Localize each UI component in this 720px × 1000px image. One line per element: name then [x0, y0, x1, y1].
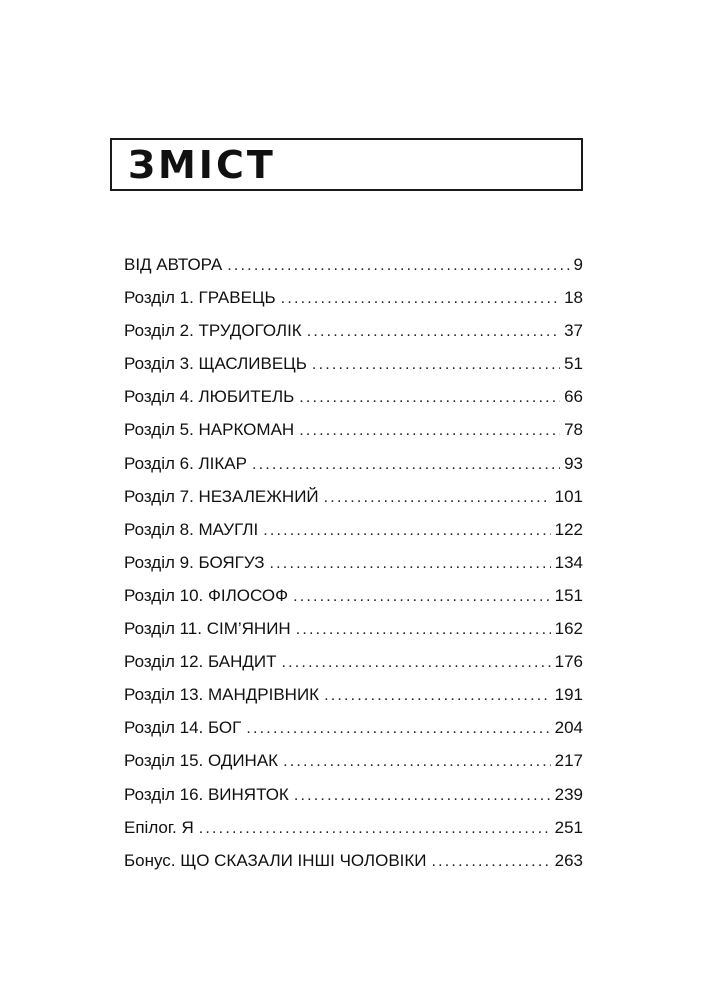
toc-entry[interactable]	[124, 281, 583, 314]
toc-entry-label: Розділ 14. БОГ	[124, 718, 242, 738]
toc-dot-leader	[282, 646, 551, 679]
toc-dot-leader	[283, 745, 551, 778]
toc-entry-label: Розділ 9. БОЯГУЗ	[124, 552, 265, 572]
toc-dot-leader	[281, 282, 560, 315]
toc-entry[interactable]	[124, 678, 583, 711]
toc-entry-label: Розділ 12. БАНДИТ	[124, 652, 277, 672]
toc-entry[interactable]	[124, 480, 583, 513]
toc-entry[interactable]	[124, 612, 583, 645]
toc-entry-page: 51	[564, 354, 583, 374]
toc-entry[interactable]	[124, 248, 583, 281]
toc-entry-label: Бонус. ЩО СКАЗАЛИ ІНШІ ЧОЛОВІКИ	[124, 850, 427, 870]
toc-entry-label: Розділ 8. МАУГЛІ	[124, 519, 259, 539]
toc-entry[interactable]	[124, 778, 583, 811]
toc-entry-label: Розділ 16. ВИНЯТОК	[124, 784, 289, 804]
toc-entry-label: Розділ 2. ТРУДОГОЛІК	[124, 321, 302, 341]
toc-dot-leader	[324, 679, 551, 712]
toc-dot-leader	[199, 812, 551, 845]
toc-entry-page: 18	[564, 288, 583, 308]
toc-entry-label: Розділ 6. ЛІКАР	[124, 453, 247, 473]
toc-entry-label: Розділ 13. МАНДРІВНИК	[124, 685, 320, 705]
toc-entry[interactable]	[124, 811, 583, 844]
page-title: ЗМІСТ	[128, 143, 276, 187]
title-box	[110, 138, 583, 191]
toc-entry-label: Розділ 1. ГРАВЕЦЬ	[124, 288, 276, 308]
toc-entry-page: 217	[554, 751, 583, 771]
toc-dot-leader	[307, 315, 560, 348]
toc-dot-leader	[270, 547, 551, 580]
toc-entry-page: 66	[564, 387, 583, 407]
toc-dot-leader	[252, 448, 560, 481]
toc-entry-label: Розділ 15. ОДИНАК	[124, 751, 279, 771]
toc-dot-leader	[299, 414, 560, 447]
table-of-contents	[124, 248, 583, 877]
toc-entry-label: Розділ 4. ЛЮБИТЕЛЬ	[124, 387, 295, 407]
toc-entry-label: Епілог. Я	[124, 817, 194, 837]
toc-entry[interactable]	[124, 513, 583, 546]
toc-entry-label: Розділ 10. ФІЛОСОФ	[124, 585, 289, 605]
toc-dot-leader	[293, 580, 551, 613]
toc-dot-leader	[312, 348, 560, 381]
toc-entry-page: 9	[573, 255, 583, 274]
toc-entry[interactable]	[124, 645, 583, 678]
toc-entry[interactable]	[124, 546, 583, 579]
toc-entry[interactable]	[124, 844, 583, 877]
toc-entry-page: 162	[554, 619, 583, 639]
toc-dot-leader	[294, 779, 551, 812]
toc-dot-leader	[246, 712, 550, 745]
toc-entry-page: 176	[554, 652, 583, 672]
toc-entry-page: 93	[564, 453, 583, 473]
toc-entry-label: ВІД АВТОРА	[124, 255, 223, 274]
toc-dot-leader	[296, 613, 551, 646]
toc-entry-page: 204	[554, 718, 583, 738]
toc-entry-page: 191	[554, 685, 583, 705]
toc-entry-label: Розділ 11. СІМ’ЯНИН	[124, 619, 291, 639]
toc-entry-page: 251	[554, 817, 583, 837]
toc-entry[interactable]	[124, 447, 583, 480]
toc-entry[interactable]	[124, 413, 583, 446]
toc-dot-leader	[432, 845, 551, 878]
toc-entry-page: 239	[554, 784, 583, 804]
toc-entry-page: 151	[554, 585, 583, 605]
toc-entry[interactable]	[124, 744, 583, 777]
toc-entry[interactable]	[124, 380, 583, 413]
toc-entry[interactable]	[124, 579, 583, 612]
toc-entry-label: Розділ 5. НАРКОМАН	[124, 420, 295, 440]
toc-entry-page: 134	[554, 552, 583, 572]
toc-entry-page: 101	[554, 486, 583, 506]
toc-entry-page: 122	[554, 519, 583, 539]
toc-entry[interactable]	[124, 347, 583, 380]
toc-entry-page: 37	[564, 321, 583, 341]
toc-dot-leader	[227, 249, 569, 282]
toc-entry[interactable]	[124, 314, 583, 347]
toc-entry-label: Розділ 3. ЩАСЛИВЕЦЬ	[124, 354, 307, 374]
toc-entry-page: 78	[564, 420, 583, 440]
toc-dot-leader	[263, 514, 550, 547]
toc-entry[interactable]	[124, 711, 583, 744]
toc-dot-leader	[299, 381, 560, 414]
toc-entry-label: Розділ 7. НЕЗАЛЕЖНИЙ	[124, 486, 319, 506]
toc-entry-page: 263	[554, 850, 583, 870]
toc-dot-leader	[324, 481, 551, 514]
